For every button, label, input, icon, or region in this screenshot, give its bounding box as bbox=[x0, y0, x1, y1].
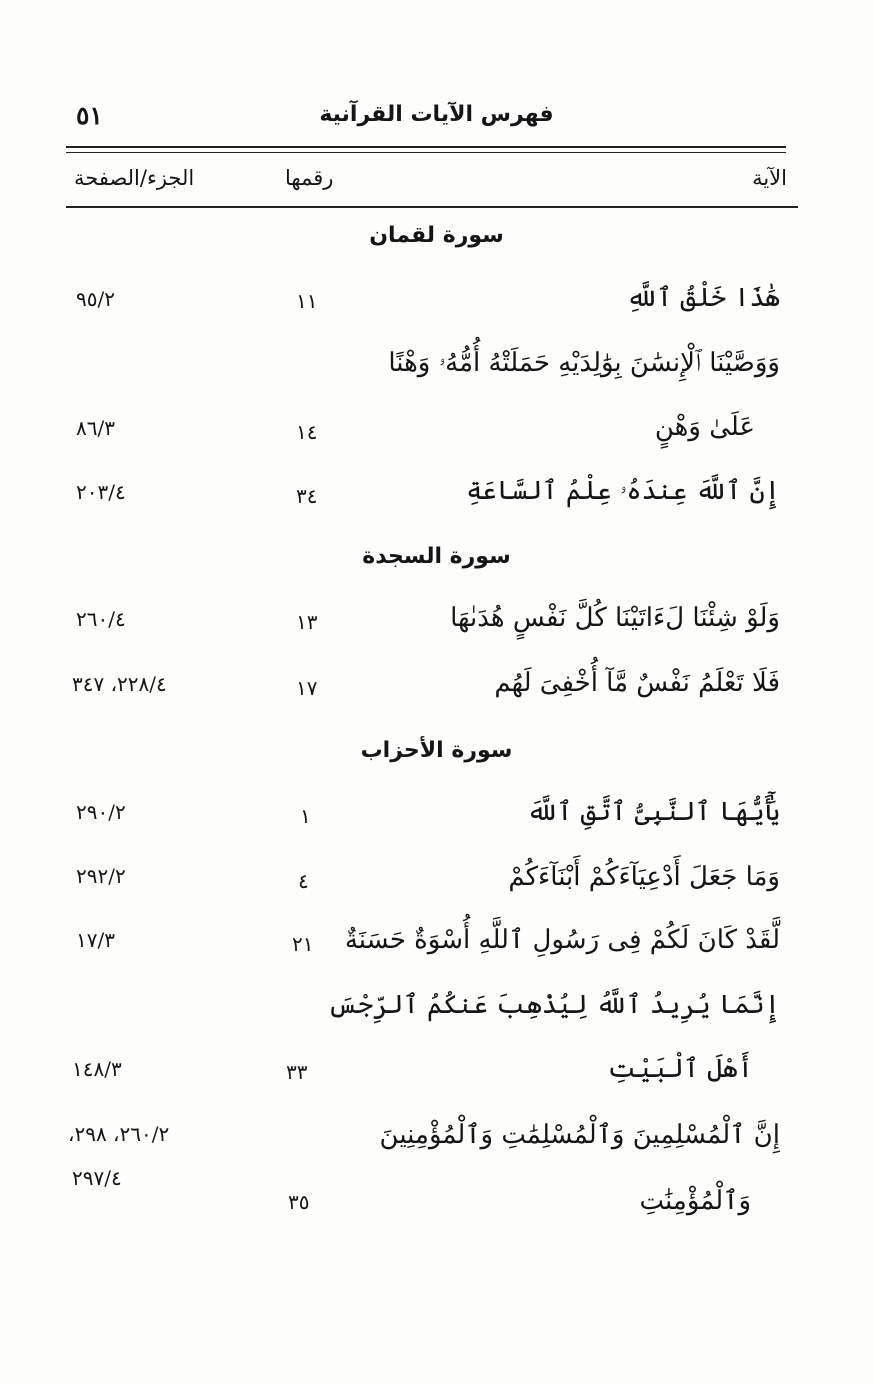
verse-number: ١ bbox=[300, 804, 311, 828]
verse-text: أَهْلَ ٱلْبَيْتِ bbox=[607, 1054, 753, 1084]
surah-heading: سورة الأحزاب bbox=[360, 738, 513, 763]
verse-text: هَٰذَا خَلْقُ ٱللَّهِ bbox=[626, 283, 780, 313]
verse-number: ١٧ bbox=[296, 676, 318, 700]
verse-number: ٣٣ bbox=[286, 1060, 308, 1084]
page-number: ٥١ bbox=[76, 101, 103, 130]
column-header-number: رقمها bbox=[285, 166, 334, 190]
verse-number: ٣٤ bbox=[296, 484, 318, 508]
verse-text: وَٱلْمُؤْمِنَٰتِ bbox=[639, 1186, 751, 1216]
volume-page-ref: ٨٦/٣ bbox=[76, 416, 115, 440]
volume-page-ref: ٢٩٠/٢ bbox=[76, 800, 126, 824]
verse-text: وَلَوْ شِئْنَا لَءَاتَيْنَا كُلَّ نَفْسٍ هُدَىٰهَا bbox=[450, 603, 780, 633]
surah-heading: سورة السجدة bbox=[362, 544, 511, 569]
volume-page-ref: ٢٢٨/٤، ٣٤٧ bbox=[72, 672, 167, 696]
verse-text: وَمَا جَعَلَ أَدْعِيَآءَكُمْ أَبْنَآءَكُمْ bbox=[508, 862, 780, 892]
verse-text: عَلَىٰ وَهْنٍ bbox=[654, 412, 755, 442]
column-header-verse: الآية bbox=[752, 166, 787, 190]
verse-number: ١٣ bbox=[296, 610, 318, 634]
volume-page-ref: ٢٩٧/٤ bbox=[72, 1166, 122, 1190]
running-title: فهرس الآيات القرآنية bbox=[319, 102, 554, 127]
verse-text: إِنَّمَا يُرِيدُ ٱللَّهُ لِيُذْهِبَ عَنكُمُ ٱلرِّجْسَ bbox=[327, 990, 780, 1020]
volume-page-ref: ١٤٨/٣ bbox=[72, 1057, 122, 1081]
volume-page-ref: ٢٦٠/٤ bbox=[76, 607, 126, 631]
verse-text: إِنَّ ٱلْمُسْلِمِينَ وَٱلْمُسْلِمَٰتِ وَٱلْمُؤْمِنِينَ bbox=[379, 1120, 780, 1150]
volume-page-ref: ٢٦٠/٢، ٢٩٨، bbox=[68, 1122, 170, 1146]
verse-text: لَّقَدْ كَانَ لَكُمْ فِى رَسُولِ ٱللَّهِ أُسْوَةٌ حَسَنَةٌ bbox=[344, 925, 780, 955]
verse-number: ٤ bbox=[298, 869, 309, 893]
verse-number: ٢١ bbox=[292, 932, 314, 956]
volume-page-ref: ٩٥/٢ bbox=[76, 287, 115, 311]
verse-number: ١٤ bbox=[296, 420, 318, 444]
verse-text: وَوَصَّيْنَا ٱلْإِنسَٰنَ بِوَٰلِدَيْهِ حَمَلَتْهُ أُمُّهُۥ وَهْنًا bbox=[388, 348, 780, 378]
volume-page-ref: ١٧/٣ bbox=[76, 928, 115, 952]
verse-text: إِنَّ ٱللَّهَ عِندَهُۥ عِلْمُ ٱلسَّاعَةِ bbox=[466, 476, 780, 506]
volume-page-ref: ٢٠٣/٤ bbox=[76, 480, 126, 504]
verse-number: ٣٥ bbox=[288, 1190, 310, 1214]
surah-heading: سورة لقمان bbox=[369, 223, 504, 248]
verse-text: فَلَا تَعْلَمُ نَفْسٌ مَّآ أُخْفِىَ لَهُم bbox=[494, 668, 780, 698]
column-header-rule bbox=[66, 206, 798, 208]
volume-page-ref: ٢٩٢/٢ bbox=[76, 864, 126, 888]
header-rule bbox=[66, 146, 786, 148]
header-rule-double bbox=[66, 152, 786, 153]
column-header-volume-page: الجزء/الصفحة bbox=[74, 166, 195, 190]
verse-number: ١١ bbox=[296, 289, 318, 313]
verse-text: يَٰٓأَيُّهَا ٱلنَّبِىُّ ٱتَّقِ ٱللَّهَ bbox=[526, 797, 780, 827]
